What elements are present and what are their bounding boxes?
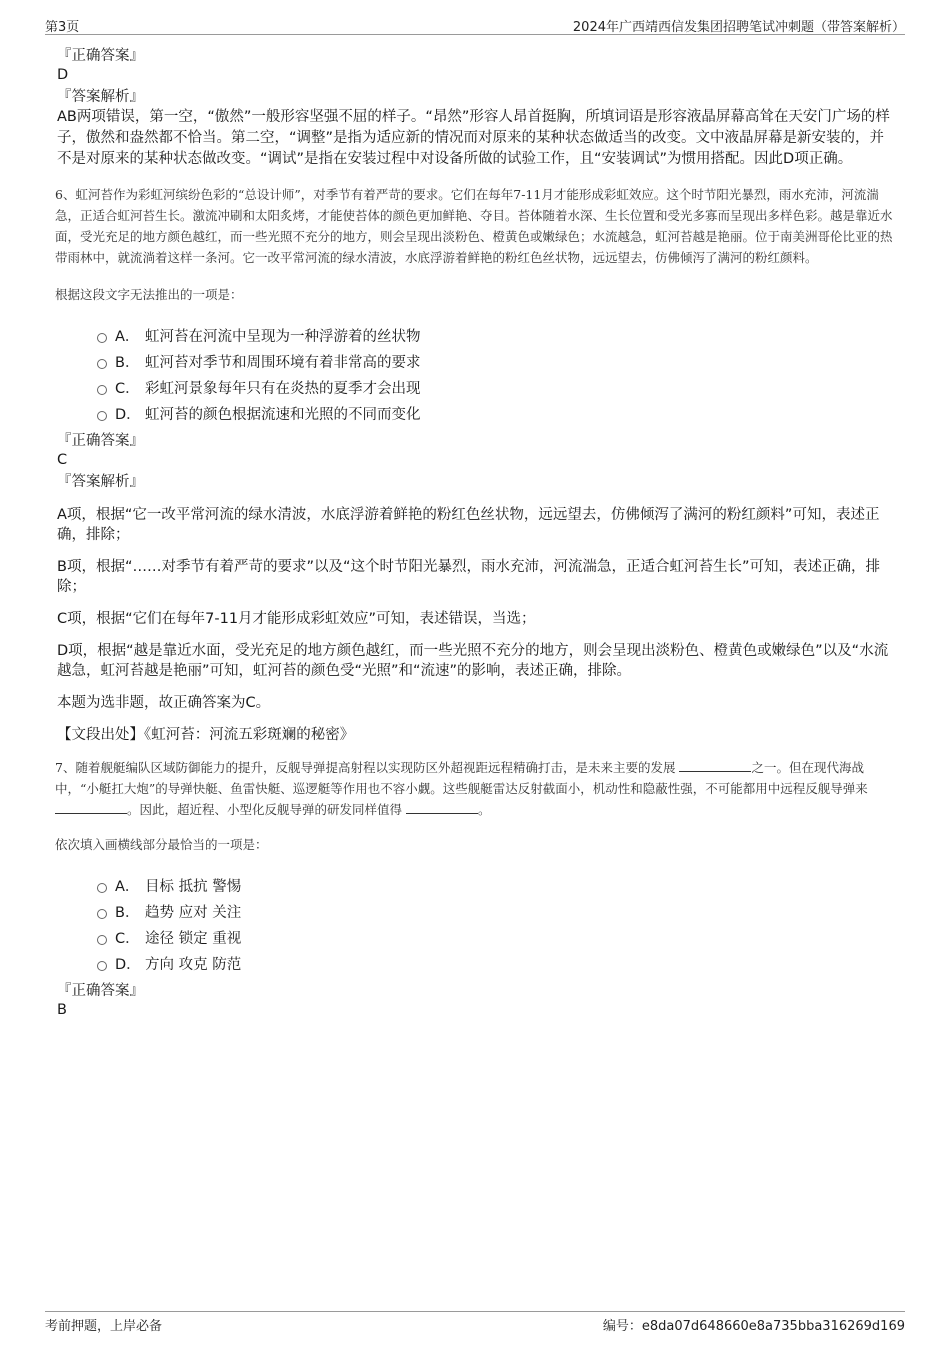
radio-icon[interactable]: [97, 935, 107, 945]
option-d[interactable]: D． 虹河苔的颜色根据流速和光照的不同而变化: [95, 402, 895, 428]
document-code: 编号：e8da07d648660e8a735bba316269d169: [602, 1319, 905, 1334]
correct-answer-value: D: [57, 67, 69, 83]
correct-answer-label: 『正确答案』: [57, 983, 144, 999]
source-title: 《虹河苔：河流五彩斑斓的秘密》: [144, 727, 355, 743]
option-list: [95, 874, 895, 978]
option-c[interactable]: C． 途径 锁定 重视: [95, 926, 895, 952]
analysis-label: 『答案解析』: [57, 89, 144, 105]
page-footer: [45, 1311, 905, 1334]
question-6: [55, 184, 895, 745]
option-a[interactable]: A． 虹河苔在河流中呈现为一种浮游着的丝状物: [95, 324, 895, 350]
option-d[interactable]: D． 方向 攻克 防范: [95, 952, 895, 978]
question-prompt: 根据这段文字无法推出的一项是：: [55, 287, 243, 302]
option-c[interactable]: C． 彩虹河景象每年只有在炎热的夏季才会出现: [95, 376, 895, 402]
radio-icon[interactable]: [97, 909, 107, 919]
question-prompt: 依次填入画横线部分最恰当的一项是：: [55, 837, 268, 852]
correct-answer-label: 『正确答案』: [57, 433, 144, 449]
radio-icon[interactable]: [97, 359, 107, 369]
option-b[interactable]: B． 趋势 应对 关注: [95, 900, 895, 926]
option-b[interactable]: B． 虹河苔对季节和周围环境有着非常高的要求: [95, 350, 895, 376]
radio-icon[interactable]: [97, 411, 107, 421]
correct-answer-value: C: [57, 452, 68, 468]
footer-slogan: 考前押题，上岸必备: [45, 1319, 163, 1334]
prev-question-answer: [55, 47, 895, 170]
text-source: [57, 725, 893, 745]
option-list: [95, 324, 895, 428]
analysis-conclusion: 本题为选非题，故正确答案为C。: [57, 695, 271, 711]
analysis-paragraph: C项，根据“它们在每年7-11月才能形成彩虹效应”可知，表述错误，当选；: [57, 611, 536, 627]
main-content: [55, 44, 895, 1019]
fill-blank-3: [406, 801, 478, 814]
question-stem: 7、随着舰艇编队区域防御能力的提升，反舰导弹提高射程以实现防区外超视距远程精确打击，是未来主要的发展 之一。但在现代海战中，“小艇扛大炮”的导弹快艇、鱼雷快艇、巡逻艇等作用也不容小觑。这些舰艇雷达反射截面小，机动性和隐蔽性强，不可能都用中远程反舰导弹来 。因此，超近程、小型化反舰导弹的研发同样值得 。: [55, 760, 868, 817]
question-stem: 6、虹河苔作为彩虹河缤纷色彩的“总设计师”，对季节有着严苛的要求。它们在每年7-11月才能形成彩虹效应。这个时节阳光暴烈，雨水充沛，河流湍急，正适合虹河苔生长。激流冲刷和太阳炙烤，才能使苔体的颜色更加鲜艳、夺目。苔体随着水深、生长位置和受光多寡而呈现出多样色彩。越是靠近水面，受光充足的地方颜色越红，而一些光照不充分的地方，则会呈现出淡粉色、橙黄色或嫩绿色；水流越急，虹河苔越是艳丽。位于南美洲哥伦比亚的热带雨林中，就流淌着这样一条河。它一改平常河流的绿水清波，水底浮游着鲜艳的粉红色丝状物，远远望去，仿佛倾泻了满河的粉红颜料。: [55, 187, 893, 265]
correct-answer-label: 『正确答案』: [57, 48, 144, 64]
radio-icon[interactable]: [97, 883, 107, 893]
question-7: [55, 757, 895, 1019]
correct-answer-value: B: [57, 1002, 67, 1018]
fill-blank-2: [55, 801, 127, 814]
analysis-text: AB两项错误，第一空，“傲然”一般形容坚强不屈的样子。“昂然”形容人昂首挺胸，所填词语是形容液晶屏幕高耸在天安门广场的样子，傲然和盎然都不恰当。第二空，“调整”是指为适应新的情况而对原来的某种状态做适当的改变。文中液晶屏幕是新安装的，并不是对原来的某种状态做改变。“调试”是指在安装过程中对设备所做的试验工作，且“安装调试”为惯用搭配。因此D项正确。: [57, 109, 890, 167]
analysis-label: 『答案解析』: [57, 474, 144, 490]
page-header: [45, 14, 905, 35]
analysis-paragraph: D项，根据“越是靠近水面，受光充足的地方颜色越红，而一些光照不充分的地方，则会呈现出淡粉色、橙黄色或嫩绿色”以及“水流越急，虹河苔越是艳丽”可知，虹河苔的颜色受“光照”和“流速”的影响，表述正确，排除。: [57, 643, 889, 679]
analysis-paragraph: B项，根据“……对季节有着严苛的要求”以及“这个时节阳光暴烈，雨水充沛，河流湍急，正适合虹河苔生长”可知，表述正确，排除；: [57, 559, 880, 595]
page-number: 第3页: [45, 20, 80, 35]
option-a[interactable]: A． 目标 抵抗 警惕: [95, 874, 895, 900]
analysis-paragraph: A项，根据“它一改平常河流的绿水清波，水底浮游着鲜艳的粉红色丝状物，远远望去，仿佛倾泻了满河的粉红颜料”可知，表述正确，排除；: [57, 507, 880, 543]
document-title: 2024年广西靖西信发集团招聘笔试冲刺题（带答案解析）: [572, 20, 905, 35]
radio-icon[interactable]: [97, 333, 107, 343]
radio-icon[interactable]: [97, 385, 107, 395]
source-label: 【文段出处】: [57, 727, 144, 743]
fill-blank-1: [679, 759, 751, 772]
radio-icon[interactable]: [97, 961, 107, 971]
